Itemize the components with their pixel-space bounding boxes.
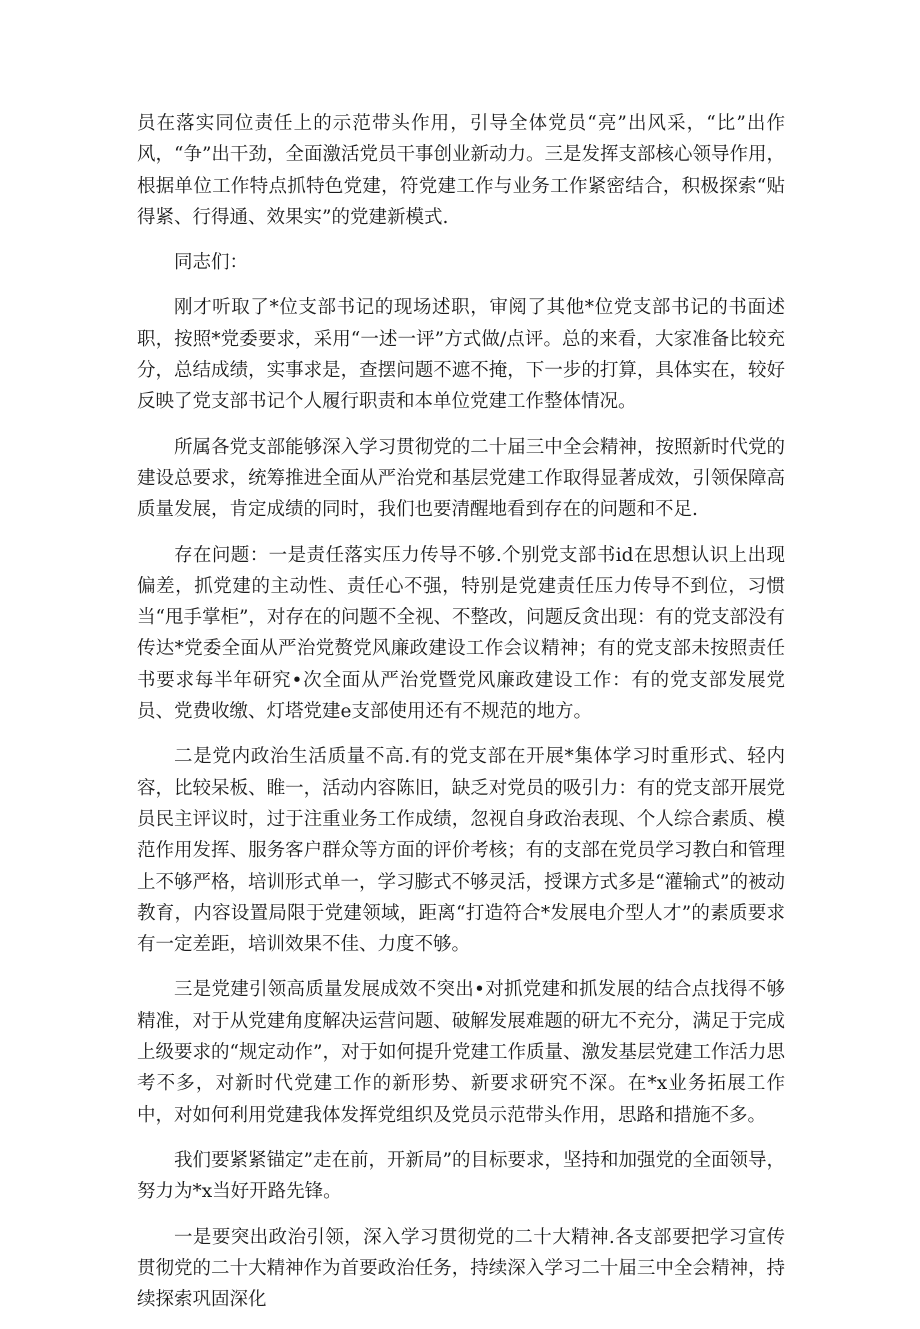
paragraph-measure-one: 一是要突出政治引领，深入学习贯彻党的二十大精神.各支部要把学习宣传贯彻党的二十大精神作为首要政治任务，持续深入学习二十届三中全会精神，持续探索巩固深化	[137, 1226, 785, 1311]
paragraph-problem-two: 二是党内政治生活质量不高.有的党支部在开展*集体学习时重形式、轻内容，比较呆板、睢一，活动内容陈旧，缺乏对党员的吸引力：有的党支部开展党员民主评议时，过于注重业务工作成绩，忽视自身政治表现、个人综合素质、模范作用发挥、服务客户群众等方面的评价考核；有的支部在党员学习教白和管理上不够严格，培训形式单一，学习膨式不够灵活，授课方式多是“灌输式”的被动教育，内容设置局限于党建领域，距离“打造符合*发展电介型人才”的素质要求有一定差距，培训效果不佳、力度不够。	[137, 746, 785, 956]
paragraph-greeting: 同志们：	[174, 252, 249, 274]
paragraph-continuation: 员在落实同位责任上的示范带头作用，引导全体党员“亮”出风采，“比”出作风，“争”出干劲，全面激活党员干事创业新动力。三是发挥支部核心领导作用，根据单位工作特点抓特色党建，符党建工作与业务工作紧密结合，积极探索“贴得紧、行得通、效果实”的党建新模式.	[137, 113, 785, 228]
paragraph-achievements: 所属各党支部能够深入学习贯彻党的二十届三中全会精神，按照新时代党的建设总要求，统筹推进全面从严治党和基层党建工作取得显著成效，引领保障高质量发展，肯定成绩的同时，我们也要清醒地看到存在的问题和不足.	[137, 436, 785, 521]
document-body	[137, 108, 785, 1329]
paragraph-review-summary: 刚才听取了*位支部书记的现场述职，审阅了其他*位党支部书记的书面述职，按照*党委要求，采用“一述一评”方式做/点评。总的来看，大家准备比较充分，总结成绩，实事求是，查摆问题不遮不掩，下一步的打算，具体实在，较好反映了党支部书记个人履行职责和本单位党建工作整体情况。	[137, 297, 785, 413]
paragraph-problem-three: 三是党建引领高质量发展成效不突出•对抓党建和抓发展的结合点找得不够精准，对于从党建角度解决运营问题、破解发展难题的研尢不充分，满足于完成上级要求的“规定动作”，对于如何提升党建工作质量、激发基层党建工作活力思考不多，对新时代党建工作的新形势、新要求研究不深。在*x业务拓展工作中，对如何利用党建我体发挥党组织及党员示范带头作用，思路和措施不多。	[137, 979, 785, 1126]
paragraph-problem-one: 存在问题：一是责任落实压力传导不够.个别党支部书id在思想认识上出现偏差，抓党建的主动性、责任心不强，特别是党建责任压力传导不到位，习惯当“甩手掌柜”，对存在的问题不全视、不整改，问题反贪出现：有的党支部没有传达*党委全面从严治党赘党风廉政建设工作会议精神；有的党支部未按照责任书要求每半年研究•次全面从严治党暨党风廉政建设工作：有的党支部发展党员、党费收缴、灯塔党建e支部使用还有不规范的地方。	[137, 544, 785, 723]
paragraph-goals: 我们要紧紧锚定”走在前，开新局”的目标要求，坚持和加强党的全面领导，努力为*x当好开路先锋。	[137, 1149, 785, 1203]
